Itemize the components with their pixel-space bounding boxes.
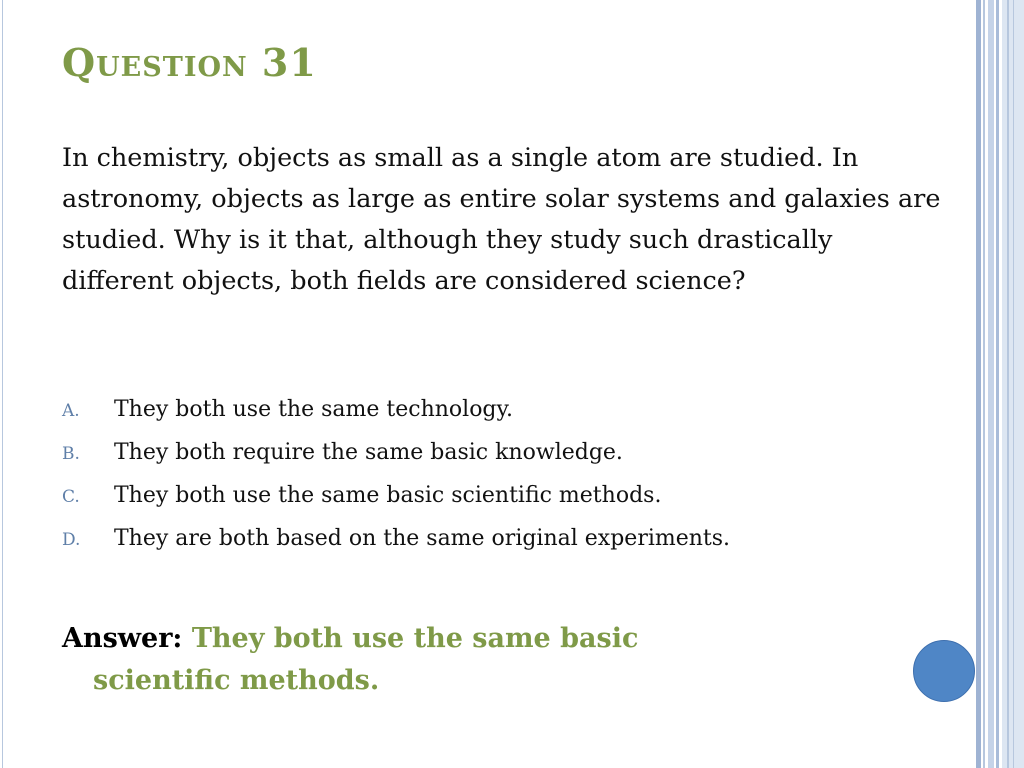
answer-text-line1: They both use the same basic	[191, 623, 639, 654]
right-border-stripe	[996, 0, 999, 768]
right-border-stripe	[1007, 0, 1009, 768]
choice-c	[62, 483, 942, 526]
choice-letter: C.	[62, 487, 80, 507]
left-border-rule	[2, 0, 3, 768]
choice-letter: A.	[62, 401, 80, 421]
right-border-stripe	[988, 0, 994, 768]
choice-d	[62, 526, 942, 569]
right-border-stripe	[1013, 0, 1014, 768]
choice-a	[62, 397, 942, 440]
choice-letter: B.	[62, 444, 80, 464]
blue-circle-icon	[913, 640, 975, 702]
answer-label: Answer:	[62, 623, 183, 654]
choice-text: They are both based on the same original experiments.	[114, 526, 731, 551]
choice-b	[62, 440, 942, 483]
answer-text-line2: scientific methods.	[93, 665, 380, 696]
right-border-stripe	[983, 0, 985, 768]
choice-text: They both use the same technology.	[114, 397, 514, 422]
right-border-stripe	[976, 0, 981, 768]
slide-title: Question 31	[62, 40, 317, 85]
choice-letter: D.	[62, 530, 81, 550]
choice-text: They both require the same basic knowledge.	[114, 440, 623, 465]
answer-block	[62, 618, 862, 702]
choice-text: They both use the same basic scientific methods.	[114, 483, 662, 508]
question-text: In chemistry, objects as small as a single atom are studied. In astronomy, objects as large as entire solar systems and galaxies are studied. Why is it that, although they study such drastically different objects, both fields are considered science?	[62, 143, 941, 296]
answer-choices	[62, 397, 942, 569]
